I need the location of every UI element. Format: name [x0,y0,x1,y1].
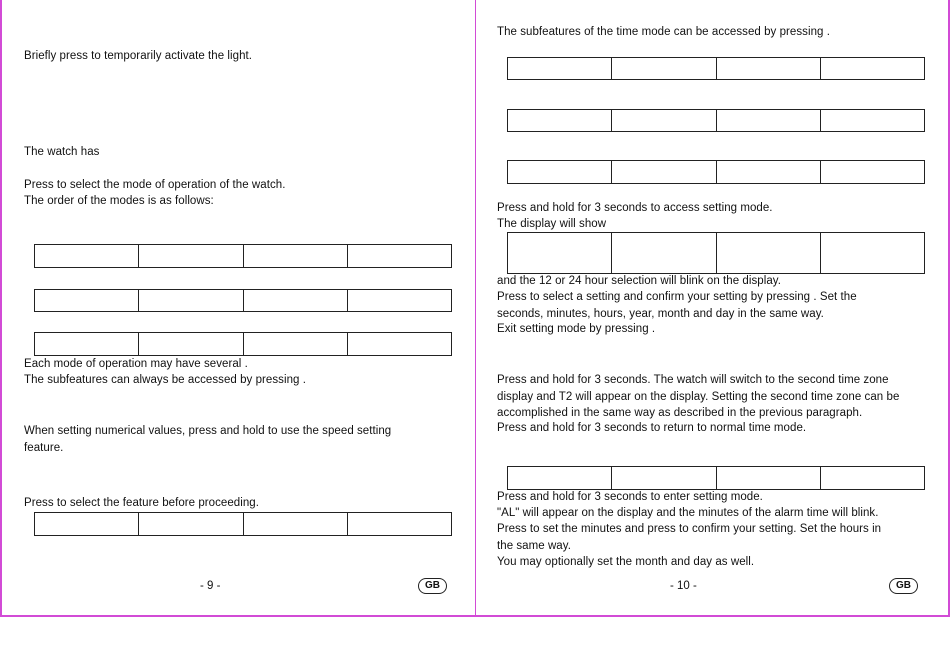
watch-has-text: The watch has [24,146,100,158]
subfeatures-access-text: The subfeatures can always be accessed by pressing . [24,374,306,386]
table-cell [348,513,451,535]
table-cell [612,233,716,273]
table-cell [821,161,924,183]
table-cell [508,467,612,489]
order-modes-text: The order of the modes is as follows: [24,195,214,207]
table-cell [139,290,243,311]
table-cell [139,245,243,267]
exit-text: Exit setting mode by pressing . [497,323,656,335]
alarm-hold-text: Press and hold for 3 seconds to enter setting mode. [497,491,763,503]
table-cell [717,58,821,79]
time-subfeatures-text: The subfeatures of the time mode can be accessed by pressing . [497,26,830,38]
table-cell [612,467,716,489]
table-cell [821,58,924,79]
gb-badge-left: GB [418,578,447,594]
table-cell [348,333,451,355]
hold-setting-text: Press and hold for 3 seconds to access setting mode. [497,202,773,214]
table-cell [348,290,451,311]
mode-table-row-1 [34,244,452,268]
same-way-text: the same way. [497,540,571,552]
page-right [476,0,950,617]
table-cell [821,233,924,273]
gb-badge-right: GB [889,578,918,594]
table-cell [35,333,139,355]
table-cell [717,467,821,489]
press-feature-text: Press to select the feature before proceeding. [24,497,259,509]
table-cell [244,333,348,355]
table-cell [717,110,821,131]
table-cell [35,290,139,311]
press-mode-text: Press to select the mode of operation of the watch. [24,179,286,191]
table-cell [612,58,716,79]
table-cell [508,110,612,131]
table-cell [508,58,612,79]
alarm-table-row [507,466,925,490]
table-cell [508,233,612,273]
table-cell [348,245,451,267]
second-zone-line-3: accomplished in the same way as described in the previous paragraph. [497,407,863,419]
second-zone-line-4: Press and hold for 3 seconds to return to normal time mode. [497,422,807,434]
mode-table-row-3 [34,332,452,356]
table-cell [139,513,243,535]
table-cell [35,245,139,267]
alarm-press-text: Press to set the minutes and press to confirm your setting. Set the hours in [497,523,882,535]
second-zone-line-1: Press and hold for 3 seconds. The watch will switch to the second time zone [497,374,889,386]
page-left [0,0,476,617]
each-mode-text: Each mode of operation may have several . [24,358,248,370]
page-number-left: - 9 - [200,580,221,592]
seconds-text: seconds, minutes, hours, year, month and day in the same way. [497,308,824,320]
time-table-row-2 [507,109,925,132]
speed-setting-line-2: feature. [24,442,64,454]
time-table-row-3 [507,160,925,184]
table-cell [244,245,348,267]
table-cell [717,233,821,273]
table-cell [821,110,924,131]
light-text: Briefly press to temporarily activate the light. [24,50,253,62]
table-cell [508,161,612,183]
alarm-appear-text: "AL" will appear on the display and the minutes of the alarm time will blink. [497,507,879,519]
table-cell [612,110,716,131]
feature-table-row [34,512,452,536]
blink-text: and the 12 or 24 hour selection will blink on the display. [497,275,781,287]
time-table-row-1 [507,57,925,80]
press-select-text: Press to select a setting and confirm your setting by pressing . Set the [497,291,857,303]
second-zone-line-2: display and T2 will appear on the display. Setting the second time zone can be [497,391,900,403]
table-cell [612,161,716,183]
display-table-row [507,232,925,274]
table-cell [139,333,243,355]
speed-setting-line-1: When setting numerical values, press and hold to use the speed setting [24,425,392,437]
table-cell [35,513,139,535]
optional-text: You may optionally set the month and day as well. [497,556,755,568]
table-cell [244,513,348,535]
display-show-text: The display will show [497,218,607,230]
mode-table-row-2 [34,289,452,312]
table-cell [717,161,821,183]
table-cell [821,467,924,489]
page-number-right: - 10 - [670,580,697,592]
table-cell [244,290,348,311]
